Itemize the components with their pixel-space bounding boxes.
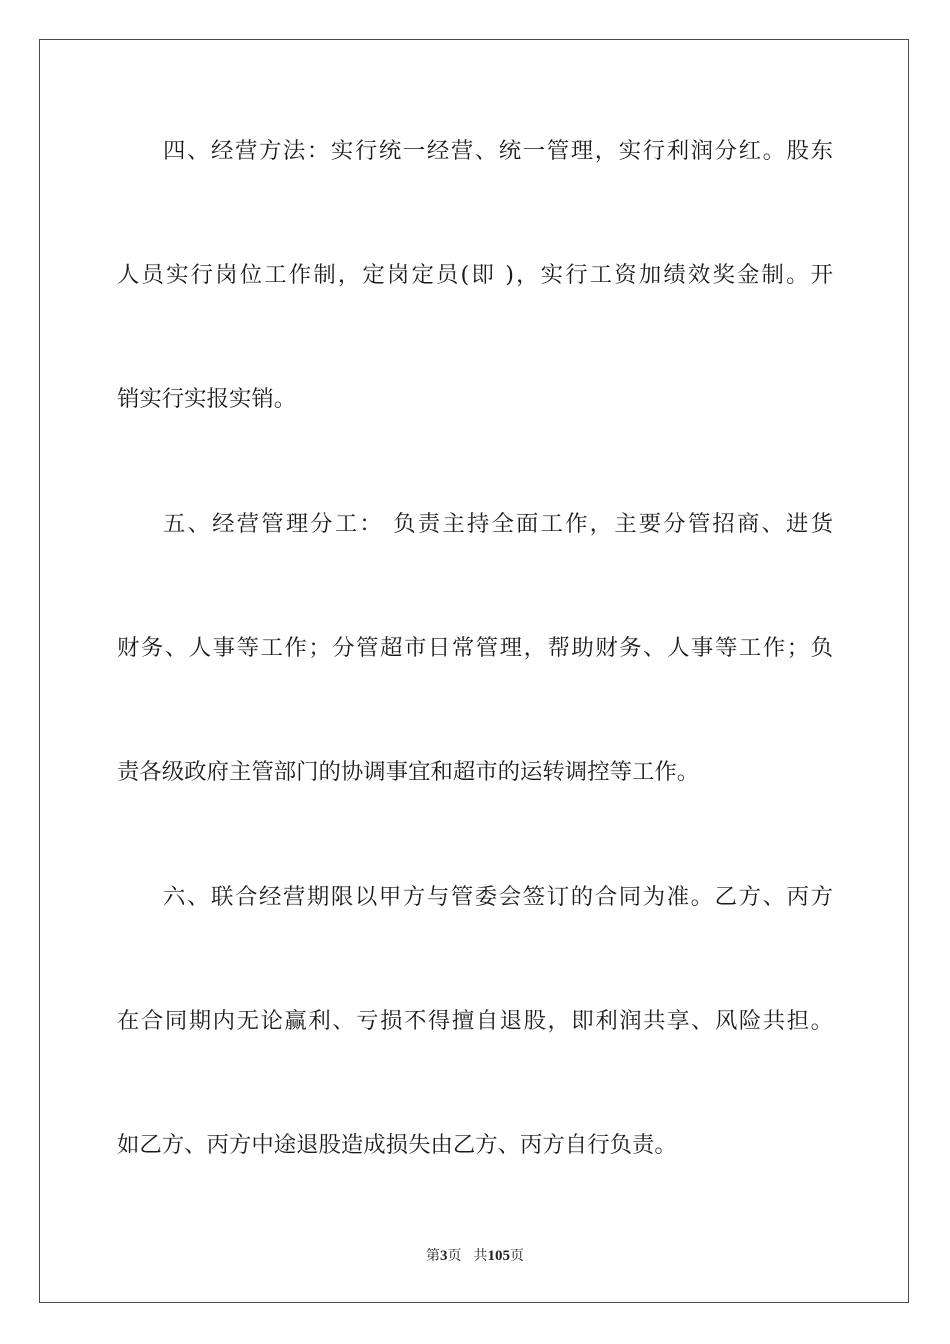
paragraph-3-line-2: 在合同期内无论赢利、亏损不得擅自退股，即利润共享、风险共担。	[117, 1008, 833, 1034]
paragraph-2-line-1: 五、经营管理分工： 负责主持全面工作，主要分管招商、进货	[163, 511, 833, 537]
footer-total-prefix: 共	[473, 1248, 488, 1264]
paragraph-1-line-2: 人员实行岗位工作制，定岗定员(即 )，实行工资加绩效奖金制。开	[117, 262, 833, 288]
footer-page-suffix: 页	[447, 1248, 462, 1264]
page-footer	[0, 1244, 950, 1268]
paragraph-3-line-3: 如乙方、丙方中途退股造成损失由乙方、丙方自行负责。	[117, 1132, 677, 1158]
paragraph-2-line-2: 财务、人事等工作；分管超市日常管理，帮助财务、人事等工作；负	[117, 635, 833, 661]
paragraph-1-line-1: 四、经营方法：实行统一经营、统一管理，实行利润分红。股东	[163, 138, 833, 164]
footer-page-number: 3	[440, 1248, 448, 1264]
paragraph-1-line-3: 销实行实报实销。	[117, 386, 297, 412]
paragraph-2-line-3: 责各级政府主管部门的协调事宜和超市的运转调控等工作。	[117, 759, 700, 785]
page-border	[39, 39, 909, 1303]
footer-page-prefix: 第	[426, 1248, 440, 1264]
paragraph-3-line-1: 六、联合经营期限以甲方与管委会签订的合同为准。乙方、丙方	[163, 884, 833, 910]
footer-total-suffix: 页	[510, 1248, 524, 1264]
footer-total-pages: 105	[487, 1248, 510, 1264]
